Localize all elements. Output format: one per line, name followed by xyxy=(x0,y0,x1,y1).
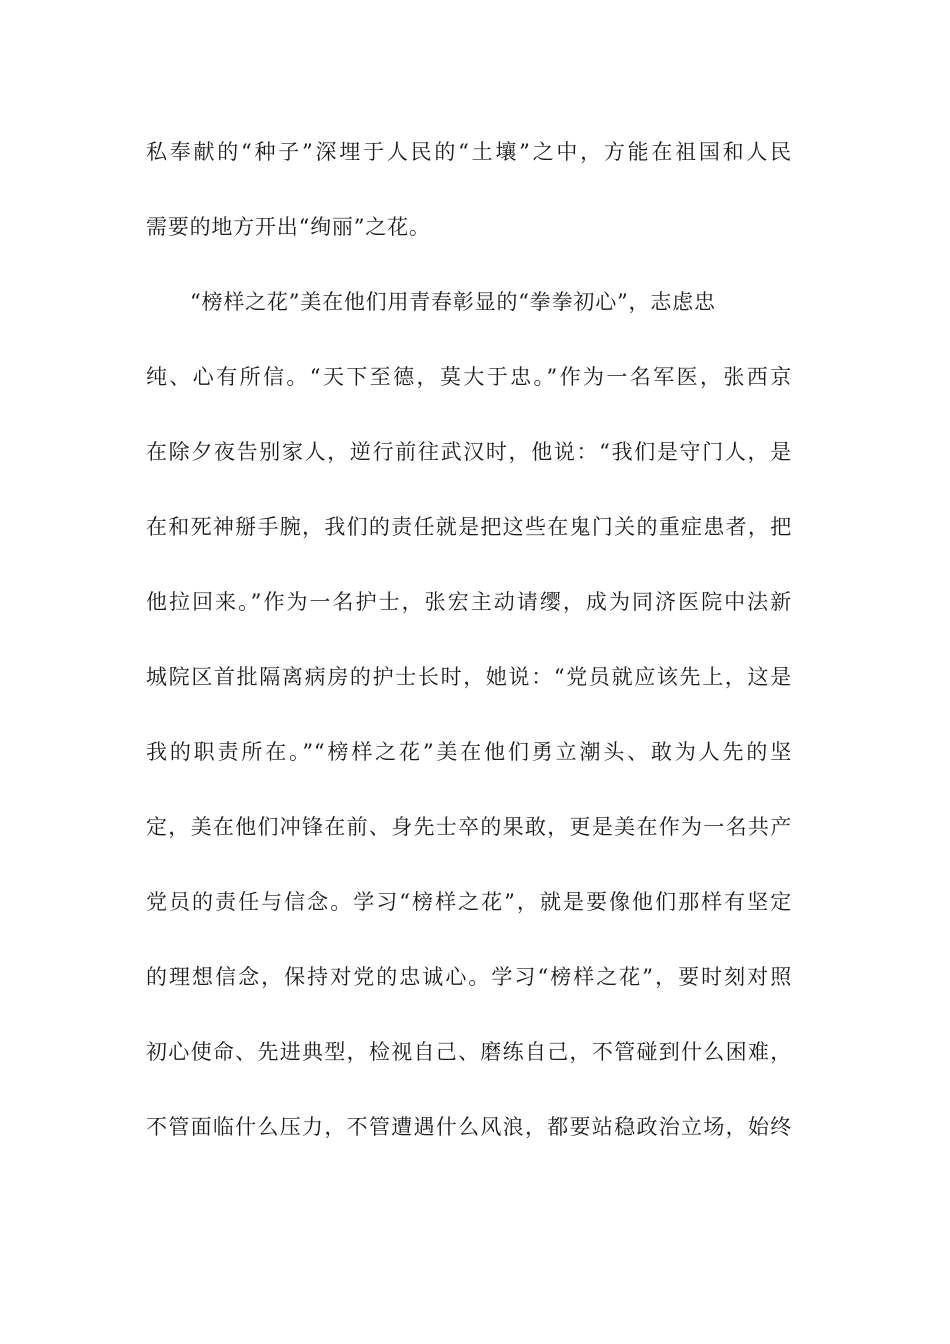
text-line-8: 城院区首批隔离病房的护士长时，她说：“党员就应该先上，这是 xyxy=(146,665,792,689)
text-line-7: 他拉回来。”作为一名护士，张宏主动请缨，成为同济医院中法新 xyxy=(146,590,792,614)
text-line-3-paragraph-start: “榜样之花”美在他们用青春彰显的“拳拳初心”，志虑忠 xyxy=(190,290,716,314)
text-line-11: 党员的责任与信念。学习“榜样之花”，就是要像他们那样有坚定 xyxy=(146,890,792,914)
text-line-9: 我的职责所在。”“榜样之花”美在他们勇立潮头、敢为人先的坚 xyxy=(146,740,792,764)
text-line-13: 初心使命、先进典型，检视自己、磨练自己，不管碰到什么困难， xyxy=(146,1040,792,1064)
text-line-12: 的理想信念，保持对党的忠诚心。学习“榜样之花”，要时刻对照 xyxy=(146,965,792,989)
text-line-6: 在和死神掰手腕，我们的责任就是把这些在鬼门关的重症患者，把 xyxy=(146,515,792,539)
text-line-10: 定，美在他们冲锋在前、身先士卒的果敢，更是美在作为一名共产 xyxy=(146,815,792,839)
text-line-1: 私奉献的“种子”深埋于人民的“土壤”之中，方能在祖国和人民 xyxy=(146,140,792,164)
text-line-2: 需要的地方开出“绚丽”之花。 xyxy=(146,215,431,239)
text-line-14: 不管面临什么压力，不管遭遇什么风浪，都要站稳政治立场，始终 xyxy=(146,1115,792,1139)
text-line-4: 纯、心有所信。“天下至德，莫大于忠。”作为一名军医，张西京 xyxy=(146,365,792,389)
text-line-5: 在除夕夜告别家人，逆行前往武汉时，他说：“我们是守门人，是 xyxy=(146,440,792,464)
